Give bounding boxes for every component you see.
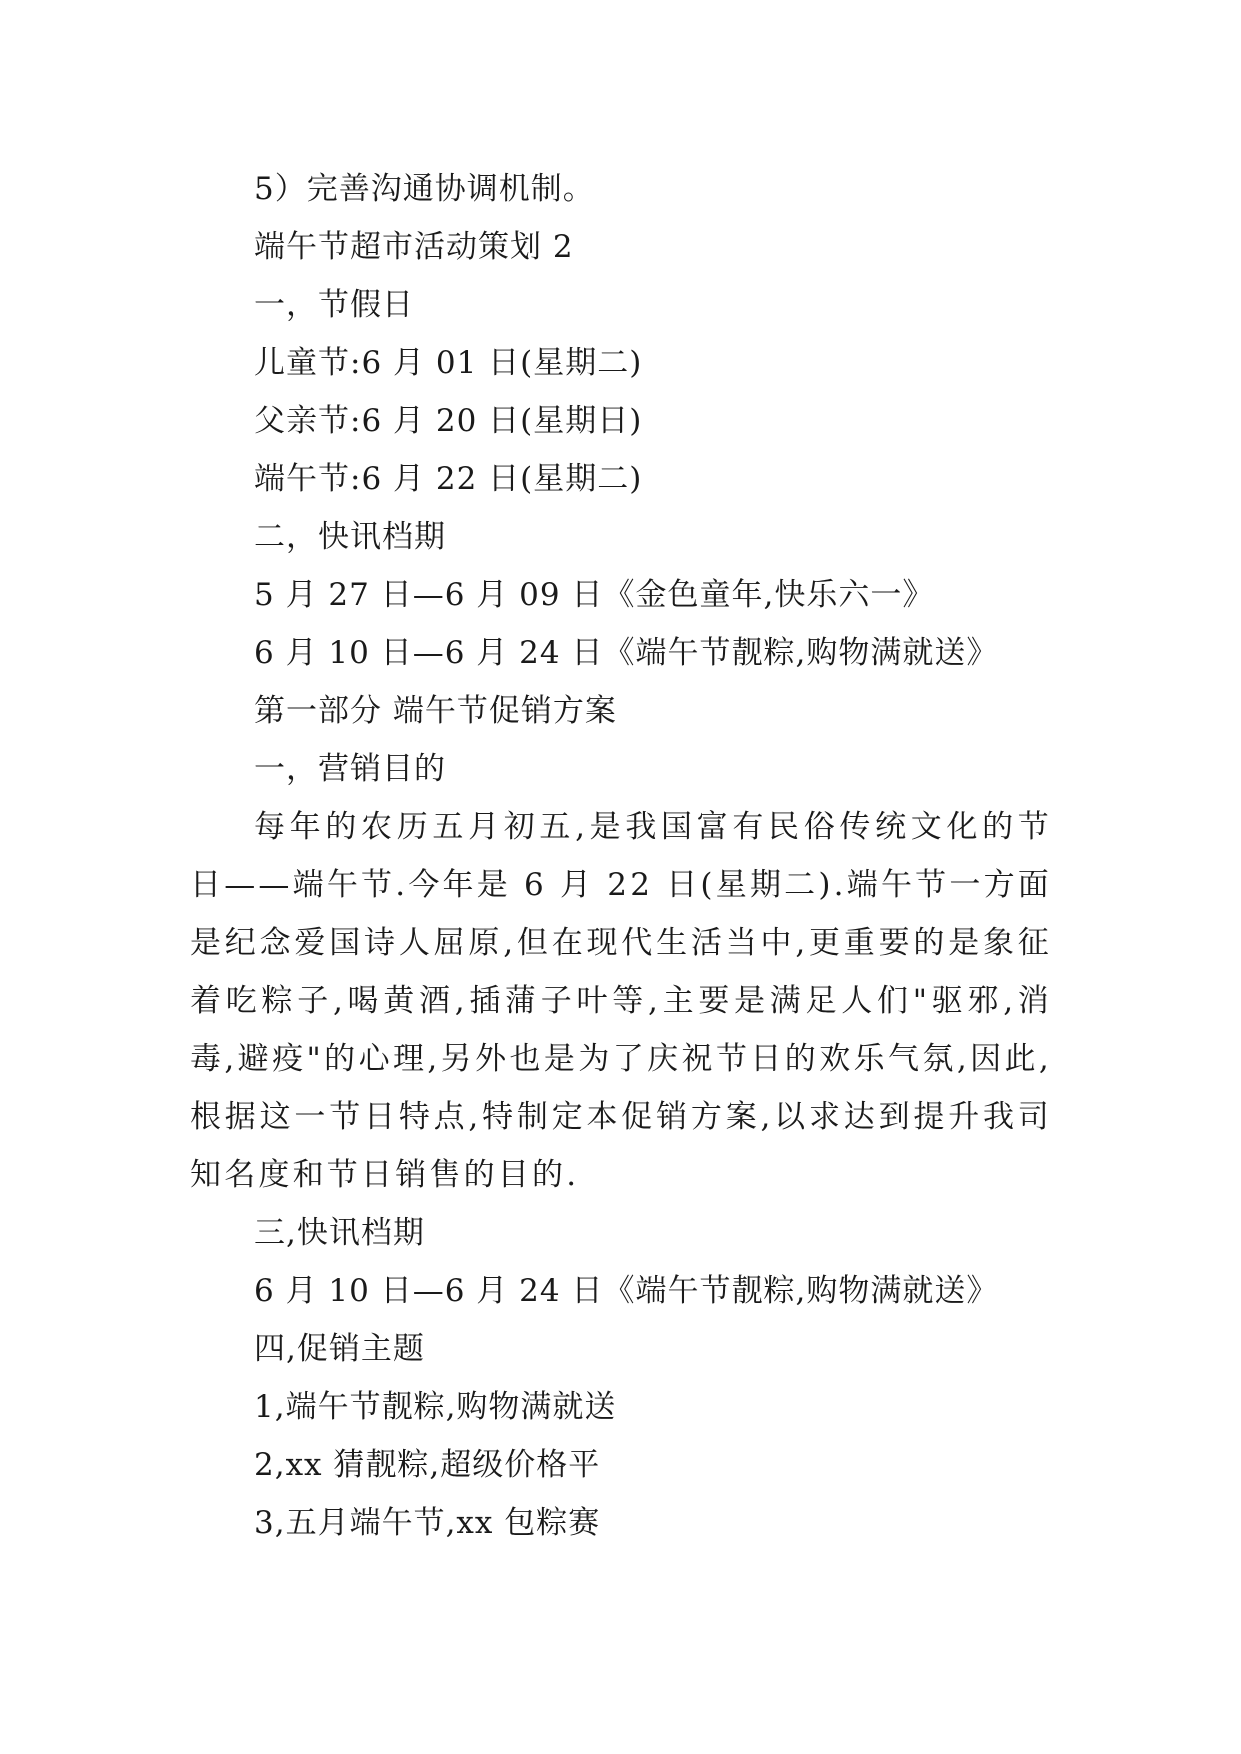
heading: 一，营销目的 xyxy=(254,751,446,787)
list-item: 3,五月端午节,xx 包粽赛 xyxy=(254,1505,601,1541)
section-title: 端午节超市活动策划 2 xyxy=(254,229,574,265)
list-item: 1,端午节靓粽,购物满就送 xyxy=(254,1389,617,1425)
heading: 第一部分 端午节促销方案 xyxy=(254,693,617,729)
heading: 二，快讯档期 xyxy=(254,519,446,555)
text-line: 父亲节:6 月 20 日(星期日) xyxy=(254,403,643,439)
heading: 一，节假日 xyxy=(254,287,414,323)
heading: 三,快讯档期 xyxy=(254,1215,425,1251)
text-line: 5 月 27 日—6 月 09 日《金色童年,快乐六一》 xyxy=(254,577,935,613)
text-line: 5）完善沟通协调机制。 xyxy=(254,171,595,207)
body-paragraph: 每年的农历五月初五,是我国富有民俗传统文化的节日——端午节.今年是 6 月 22 日(星期二).端午节一方面是纪念爱国诗人屈原,但在现代生活当中,更重要的是象征着吃粽子,喝黄酒,插蒲子叶等,主要是满足人们"驱邪,消毒,避疫"的心理,另外也是为了庆祝节日的欢乐气氛,因此,根据这一节日特点,特制定本促销方案,以求达到提升我司知名度和节日销售的目的. xyxy=(190,809,1052,1193)
document-body xyxy=(190,160,1052,1552)
text-line: 6 月 10 日—6 月 24 日《端午节靓粽,购物满就送》 xyxy=(254,1273,999,1309)
heading: 四,促销主题 xyxy=(254,1331,425,1367)
text-line: 儿童节:6 月 01 日(星期二) xyxy=(254,345,643,381)
list-item: 2,xx 猜靓粽,超级价格平 xyxy=(254,1447,601,1483)
text-line: 6 月 10 日—6 月 24 日《端午节靓粽,购物满就送》 xyxy=(254,635,999,671)
text-line: 端午节:6 月 22 日(星期二) xyxy=(254,461,643,497)
